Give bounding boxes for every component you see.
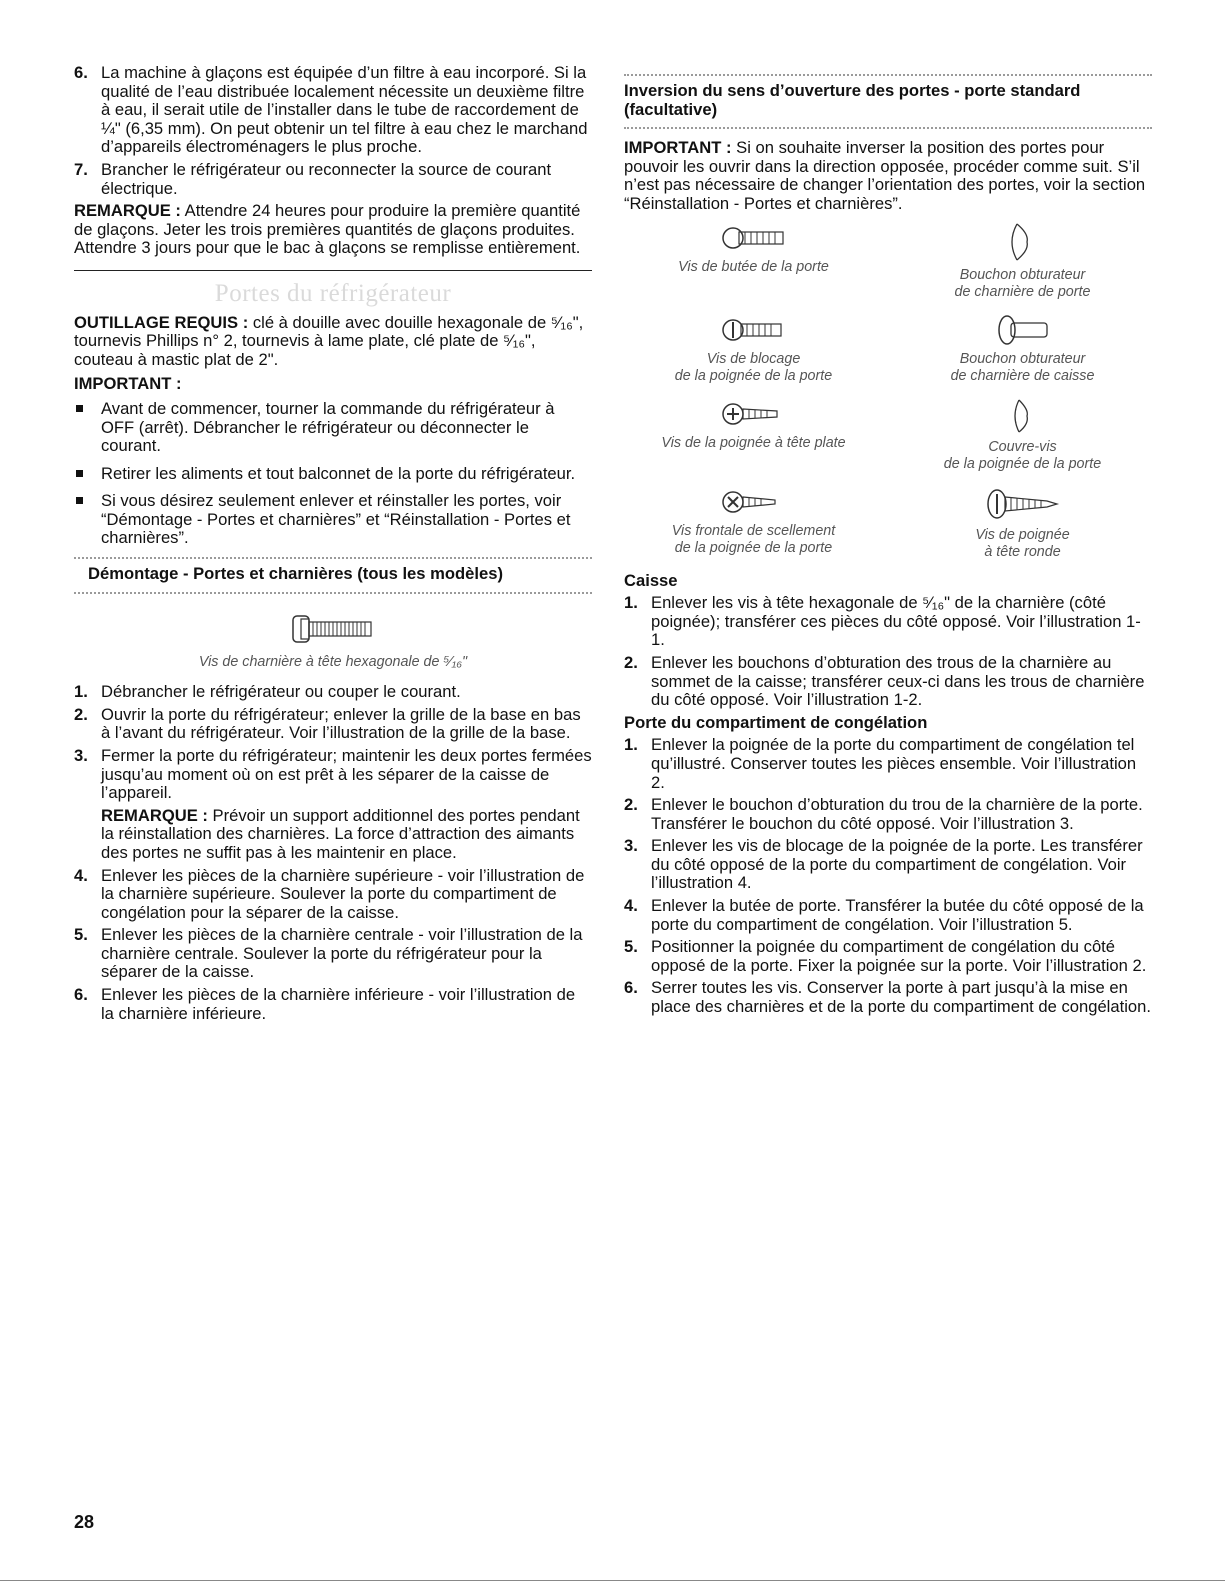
list-item: 2. Ouvrir la porte du réfrigérateur; enlever la grille de la base en bas à l’avant du réfrigérateur. Voir l’illustration de la grille de la base. <box>74 704 581 743</box>
list-item: 5. Enlever les pièces de la charnière centrale - voir l’illustration de la charnière centrale. Soulever la porte du réfrigérateur pour la séparer de la caisse. <box>74 925 583 982</box>
front-seal-screw-icon <box>719 484 789 520</box>
inversion-heading: Inversion du sens d’ouverture des portes - porte standard (facultative) <box>624 81 1081 119</box>
list-item: 6. Enlever les pièces de la charnière inférieure - voir l’illustration de la charnière inférieure. <box>74 985 576 1023</box>
door-stop-screw-icon <box>719 220 789 256</box>
list-item: 3. Fermer la porte du réfrigérateur; maintenir les deux portes fermées jusqu’au moment où on est prêt à les séparer de la caisse de l’appareil. REMARQUE : Prévoir un support additionnel des portes pendant la réinstallation des charnières. La force d’attraction des aimants des portes ne suffit pas à les maintenir en place. <box>74 745 592 862</box>
part-door-stop-screw: Vis de butée de la porte <box>624 220 883 302</box>
part-screw-cover: Couvre-vis de la poignée de la porte <box>893 396 1152 474</box>
right-column <box>624 64 1152 1021</box>
remarque-paragraph: REMARQUE : Attendre 24 heures pour produire la première quantité de glaçons. Jeter les trois premières quantités de glaçons produites. Attendre 3 jours pour que le bac à glaçons se remplisse entièrement. <box>74 201 581 258</box>
important-bullets <box>74 400 592 548</box>
freezer-door-steps <box>624 736 1152 1016</box>
demontage-heading-box <box>74 557 592 594</box>
part-door-hinge-plug: Bouchon obturateur de charnière de porte <box>893 220 1152 302</box>
list-item: 4. Enlever les pièces de la charnière supérieure - voir l’illustration de la charnière supérieure. Soulever la porte du compartiment de congélation pour la séparer de la caisse. <box>74 865 585 922</box>
left-column <box>74 64 592 1027</box>
caisse-steps <box>624 594 1152 710</box>
list-item: 1. Enlever la poignée de la porte du compartiment de congélation tel qu’illustré. Conserver toutes les pièces ensemble. Voir l’illustration 2. <box>624 735 1137 792</box>
hinge-screw-caption: Vis de charnière à tête hexagonale de ⁵⁄₁₆" <box>198 653 468 670</box>
bullet-square <box>76 405 83 412</box>
hinge-screw-figure <box>74 612 592 672</box>
round-head-screw-icon <box>983 484 1063 524</box>
demontage-heading: Démontage - Portes et charnières (tous les modèles) <box>88 564 503 584</box>
list-item: 1. Enlever les vis à tête hexagonale de ⁵⁄₁₆" de la charnière (côté poignée); transférer ces pièces du côté opposé. Voir l’illustration 1-1. <box>624 593 1141 650</box>
list-item: 2. Enlever les bouchons d’obturation des trous de la charnière au sommet de la caisse; transférer ceux-ci dans les trous de charnière du côté opposé. Voir l’illustration 1-2. <box>624 652 1145 710</box>
list-item: 5. Positionner la poignée du compartiment de congélation du côté opposé de la porte. Fixer la poignée sur la porte. Voir l’illustration 2. <box>624 937 1147 975</box>
caisse-heading: Caisse <box>624 570 678 590</box>
section-title: Portes du réfrigérateur <box>214 279 452 307</box>
intro-list <box>74 64 592 198</box>
list-item: 4. Enlever la butée de porte. Transférer la butée du côté opposé de la porte du compartiment de congélation. Voir l’illustration 5. <box>624 896 1144 934</box>
demontage-steps <box>74 683 592 1023</box>
list-item: 1. Débrancher le réfrigérateur ou couper le courant. <box>74 682 461 702</box>
step3-remarque: REMARQUE : Prévoir un support additionnel des portes pendant la réinstallation des charnières. La force d’attraction des aimants des portes ne suffit pas à les maintenir en place. <box>101 805 580 862</box>
bullet-square <box>76 497 83 504</box>
section-divider <box>74 270 592 271</box>
cabinet-hinge-plug-icon <box>993 312 1053 348</box>
important-heading: IMPORTANT : <box>74 374 182 394</box>
bullet-square <box>76 470 83 477</box>
door-hinge-plug-icon <box>1003 220 1043 264</box>
page-bottom-rule <box>0 1580 1225 1581</box>
handle-lock-screw-icon <box>719 312 789 348</box>
list-item: 6. La machine à glaçons est équipée d’un filtre à eau incorporé. Si la qualité de l’eau distribuée localement nécessite un deuxième filtre à eau, il serait utile de l’installer dans le tube de raccordement de ¼" (6,35 mm). On peut obtenir un tel filtre à eau chez le marchand d’appareils électroménagers le plus proche. <box>74 63 588 157</box>
list-item: Avant de commencer, tourner la commande du réfrigérateur à OFF (arrêt). Débrancher le réfrigérateur ou déconnecter le courant. <box>74 400 592 456</box>
important-paragraph: IMPORTANT : Si on souhaite inverser la position des portes pour pouvoir les ouvrir dans la direction opposée, procéder comme suit. S’il n’est pas nécessaire de changer l’orientation des portes, voir la section “Réinstallation - Portes et charnières”. <box>624 138 1146 213</box>
part-cabinet-hinge-plug: Bouchon obturateur de charnière de caisse <box>893 312 1152 386</box>
list-item: Si vous désirez seulement enlever et réinstaller les portes, voir “Démontage - Portes et charnières” et “Réinstallation - Portes et charnières”. <box>74 492 592 548</box>
list-item: Retirer les aliments et tout balconnet de la porte du réfrigérateur. <box>74 465 592 484</box>
page-number: 28 <box>74 1512 95 1532</box>
part-front-seal-screw: Vis frontale de scellement de la poignée de la porte <box>624 484 883 562</box>
screw-cover-icon <box>1003 396 1043 436</box>
list-item: 6. Serrer toutes les vis. Conserver la porte à part jusqu’à la mise en place des charnières et de la porte du compartiment de congélation. <box>624 978 1151 1017</box>
list-item: 7. Brancher le réfrigérateur ou reconnecter la source de courant électrique. <box>74 159 552 198</box>
flat-head-screw-icon <box>719 396 789 432</box>
part-flat-head-screw: Vis de la poignée à tête plate <box>624 396 883 474</box>
parts-grid <box>624 220 1152 562</box>
list-item: 3. Enlever les vis de blocage de la poignée de la porte. Les transférer du côté opposé de la porte du compartiment de congélation. Voir l’illustration 4. <box>624 836 1143 893</box>
part-handle-lock-screw: Vis de blocage de la poignée de la porte <box>624 312 883 386</box>
list-item: 2. Enlever le bouchon d’obturation du trou de la charnière de la porte. Transférer le bouchon du côté opposé. Voir l’illustration 3. <box>624 795 1143 833</box>
freezer-door-heading: Porte du compartiment de congélation <box>624 712 928 732</box>
hex-hinge-screw-icon <box>289 612 377 646</box>
outillage-paragraph: OUTILLAGE REQUIS : clé à douille avec douille hexagonale de ⁵⁄₁₆", tournevis Phillips n° 2, tournevis à lame plate, clé plate de ⁵⁄₁₆", couteau à mastic plat de 2". <box>74 312 584 369</box>
part-round-head-screw: Vis de poignée à tête ronde <box>893 484 1152 562</box>
inversion-heading-box <box>624 74 1152 129</box>
